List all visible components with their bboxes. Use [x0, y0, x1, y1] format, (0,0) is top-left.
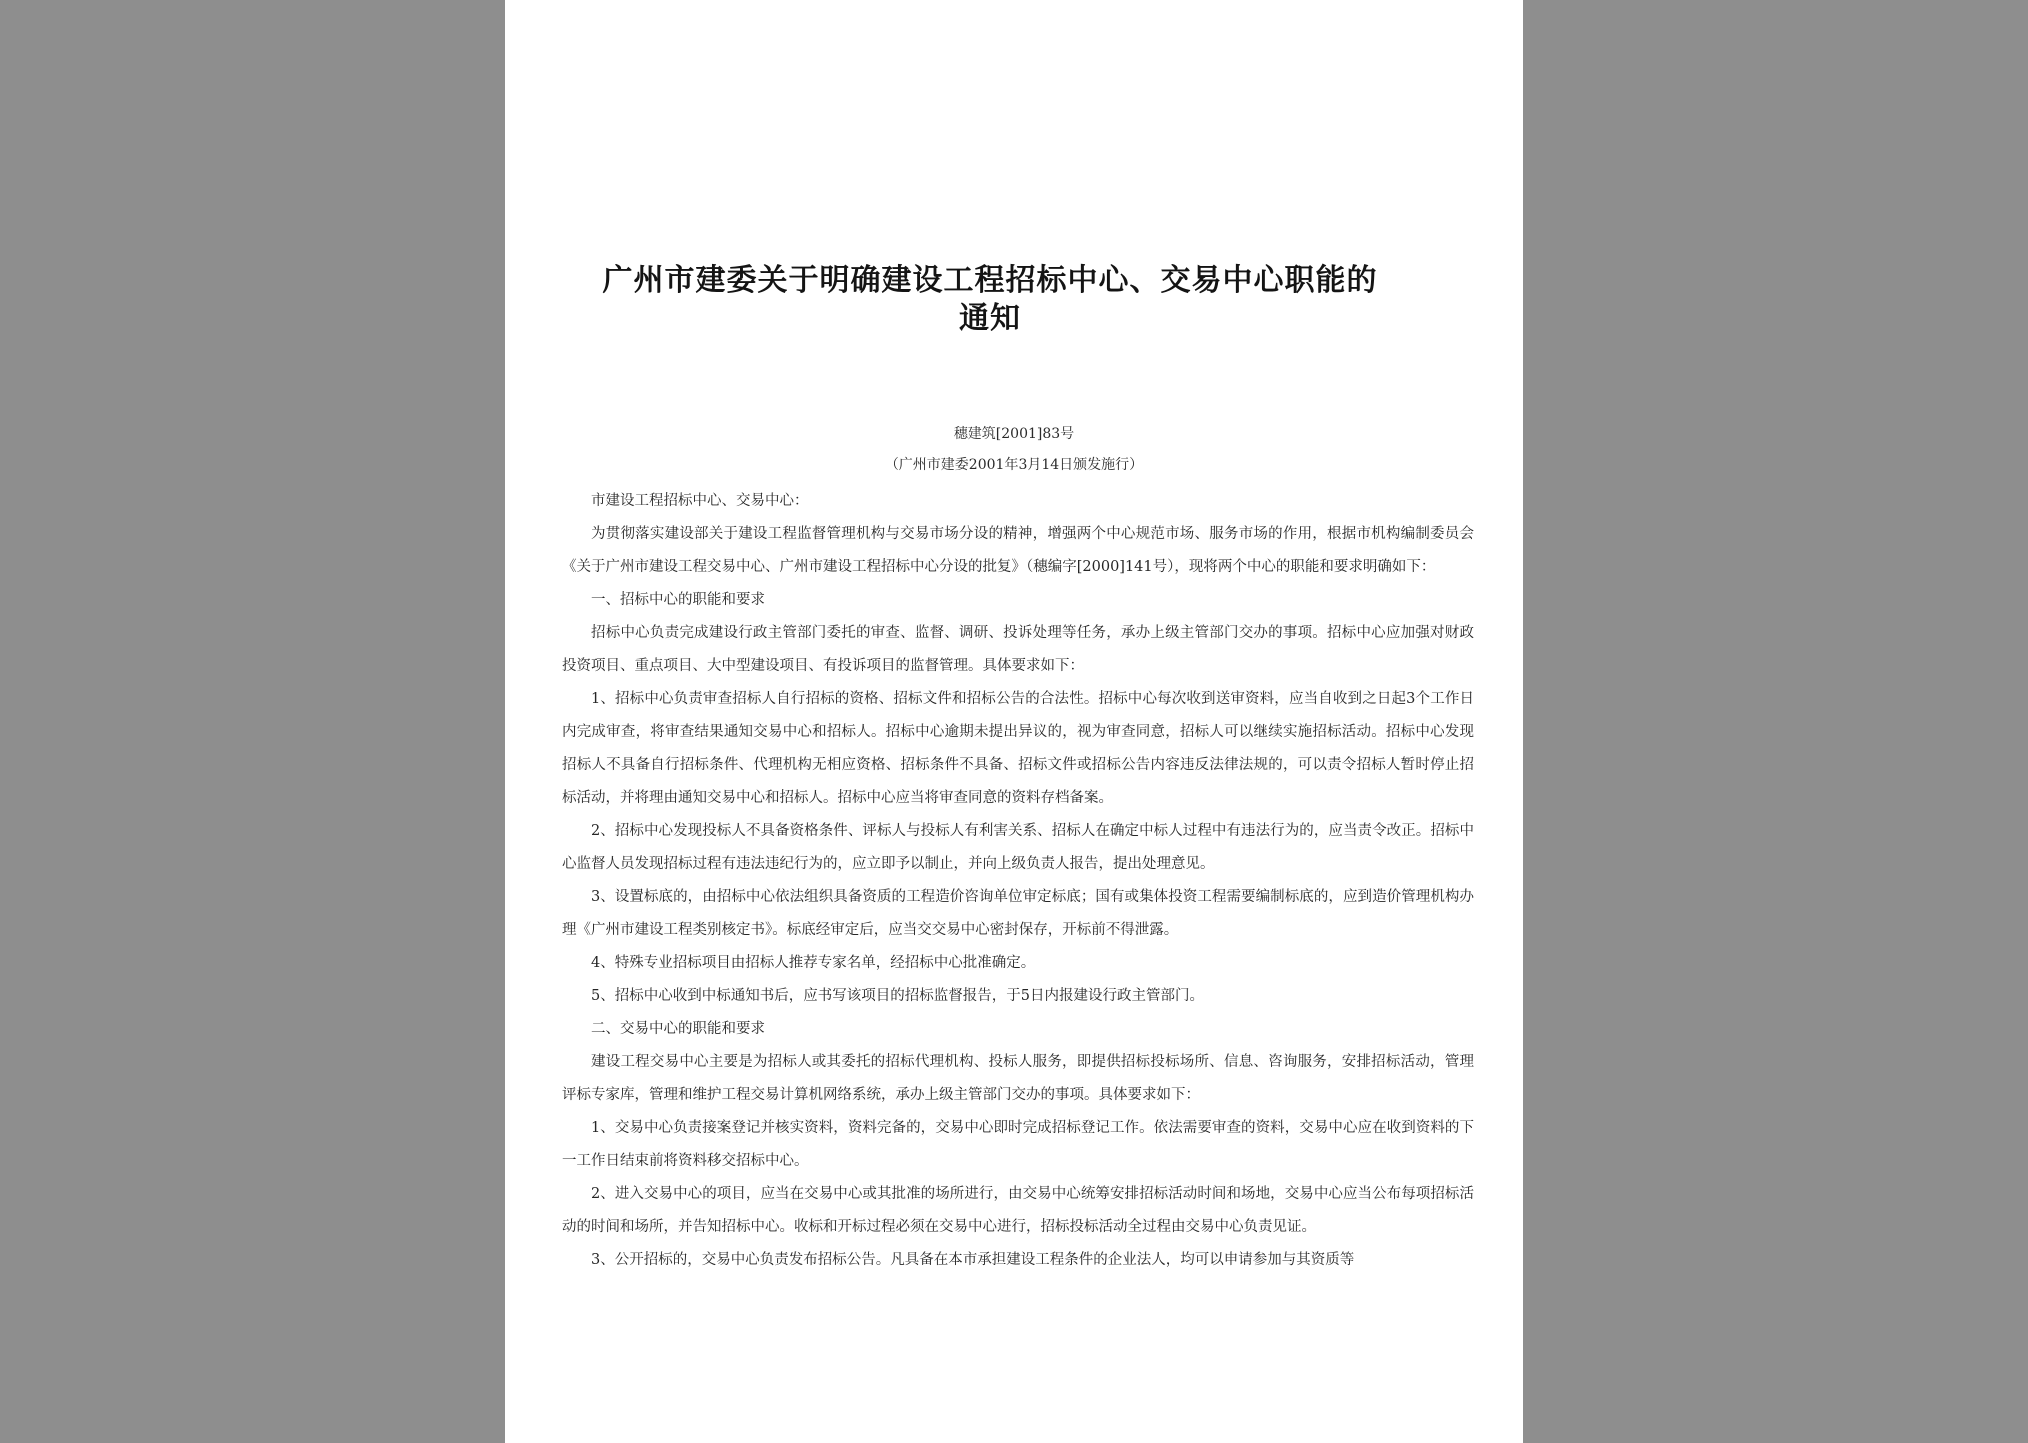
- document-body: [562, 485, 1474, 1277]
- body-paragraph: 3、设置标底的，由招标中心依法组织具备资质的工程造价咨询单位审定标底；国有或集体投资工程需要编制标底的，应到造价管理机构办理《广州市建设工程类别核定书》。标底经审定后，应当交交易中心密封保存，开标前不得泄露。: [562, 889, 1474, 938]
- section-heading: 二、交易中心的职能和要求: [591, 1021, 765, 1037]
- body-paragraph: 建设工程交易中心主要是为招标人或其委托的招标代理机构、投标人服务，即提供招标投标场所、信息、咨询服务，安排招标活动，管理评标专家库，管理和维护工程交易计算机网络系统，承办上级主管部门交办的事项。具体要求如下：: [562, 1054, 1474, 1103]
- body-paragraph: 2、进入交易中心的项目，应当在交易中心或其批准的场所进行，由交易中心统筹安排招标活动时间和场地，交易中心应当公布每项招标活动的时间和场所，并告知招标中心。收标和开标过程必须在交易中心进行，招标投标活动全过程由交易中心负责见证。: [562, 1186, 1474, 1235]
- section-heading: 一、招标中心的职能和要求: [591, 592, 765, 608]
- document-page: [505, 0, 1523, 1443]
- body-paragraph: 为贯彻落实建设部关于建设工程监督管理机构与交易市场分设的精神，增强两个中心规范市场、服务市场的作用，根据市机构编制委员会《关于广州市建设工程交易中心、广州市建设工程招标中心分设的批复》（穗编字[2000]141号），现将两个中心的职能和要求明确如下：: [562, 526, 1474, 575]
- body-paragraph: 1、招标中心负责审查招标人自行招标的资格、招标文件和招标公告的合法性。招标中心每次收到送审资料，应当自收到之日起3个工作日内完成审查，将审查结果通知交易中心和招标人。招标中心逾期未提出异议的，视为审查同意，招标人可以继续实施招标活动。招标中心发现招标人不具备自行招标条件、代理机构无相应资格、招标条件不具备、招标文件或招标公告内容违反法律法规的，可以责令招标人暂时停止招标活动，并将理由通知交易中心和招标人。招标中心应当将审查同意的资料存档备案。: [562, 691, 1474, 806]
- body-paragraph: 4、特殊专业招标项目由招标人推荐专家名单，经招标中心批准确定。: [591, 955, 1036, 971]
- document-number: 穗建筑[2001]83号: [953, 426, 1075, 442]
- body-paragraph: 3、公开招标的，交易中心负责发布招标公告。凡具备在本市承担建设工程条件的企业法人，均可以申请参加与其资质等: [591, 1252, 1355, 1268]
- body-paragraph: 招标中心负责完成建设行政主管部门委托的审查、监督、调研、投诉处理等任务，承办上级主管部门交办的事项。招标中心应加强对财政投资项目、重点项目、大中型建设项目、有投诉项目的监督管理。具体要求如下：: [562, 625, 1474, 674]
- issue-date-note: （广州市建委2001年3月14日颁发施行）: [884, 457, 1144, 473]
- salutation: 市建设工程招标中心、交易中心：: [591, 493, 809, 509]
- body-paragraph: 2、招标中心发现投标人不具备资格条件、评标人与投标人有利害关系、招标人在确定中标人过程中有违法行为的，应当责令改正。招标中心监督人员发现招标过程有违法违纪行为的，应立即予以制止，并向上级负责人报告，提出处理意见。: [562, 823, 1474, 872]
- body-paragraph: 5、招标中心收到中标通知书后，应书写该项目的招标监督报告，于5日内报建设行政主管部门。: [591, 988, 1204, 1004]
- body-paragraph: 1、交易中心负责接案登记并核实资料，资料完备的，交易中心即时完成招标登记工作。依法需要审查的资料，交易中心应在收到资料的下一工作日结束前将资料移交招标中心。: [562, 1120, 1474, 1169]
- document-title: 广州市建委关于明确建设工程招标中心、交易中心职能的通知: [602, 263, 1378, 336]
